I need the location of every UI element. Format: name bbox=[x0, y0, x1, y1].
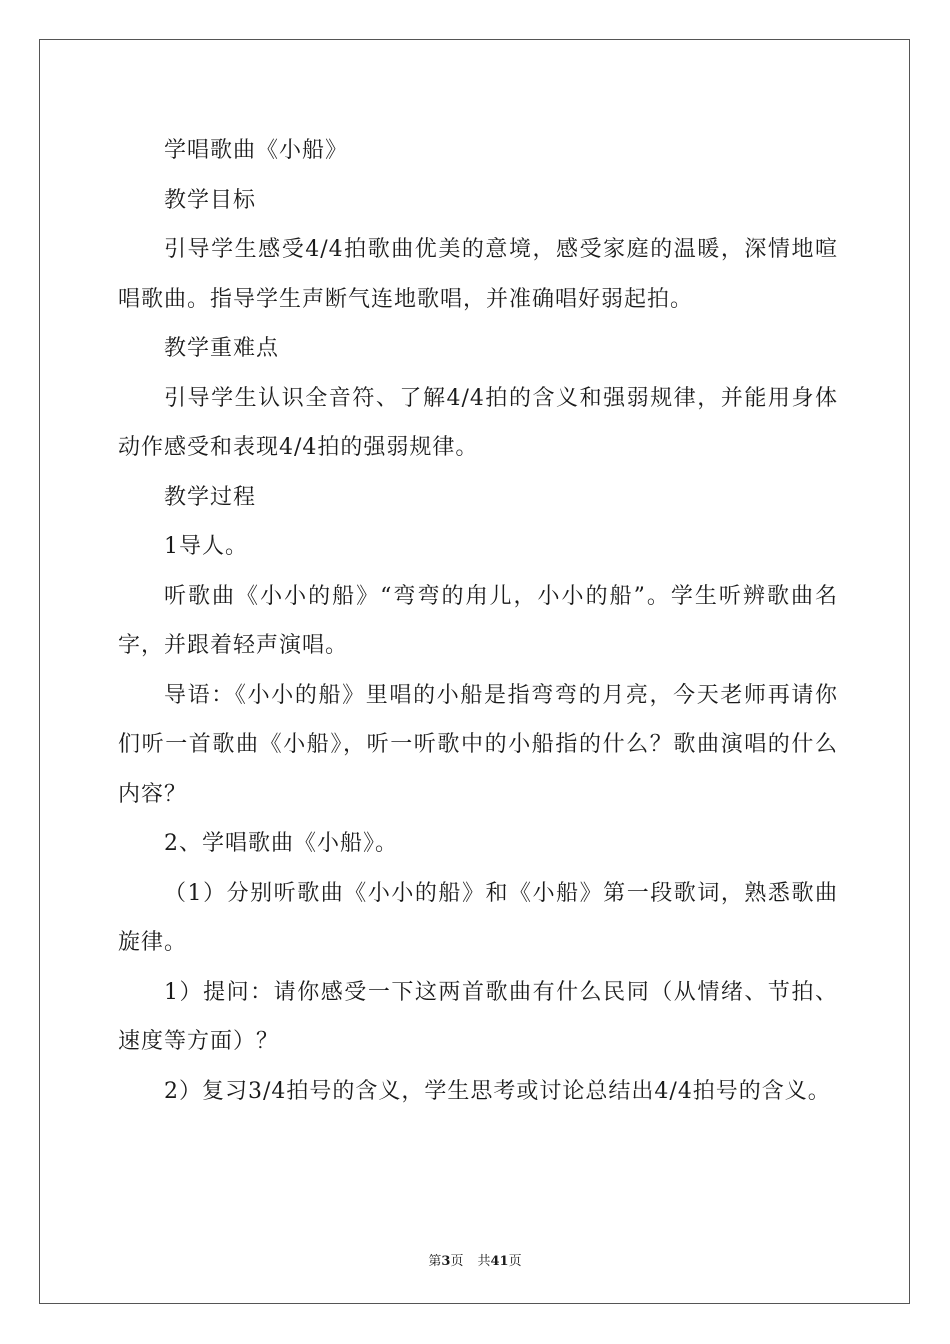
paragraph-question-1: 1）提问：请你感受一下这两首歌曲有什么民同（从情绪、节拍、速度等方面）？ bbox=[118, 979, 838, 1054]
total-suffix: 页 bbox=[508, 1254, 522, 1269]
document-body bbox=[118, 126, 838, 1116]
paragraph-objectives: 引导学生感受4/4拍歌曲优美的意境，感受家庭的温暖，深情地喧唱歌曲。指导学生声断气连地歌唱，并准确唱好弱起拍。 bbox=[118, 237, 838, 312]
total-pages: 41 bbox=[490, 1254, 509, 1269]
section-heading-process: 教学过程 bbox=[164, 484, 257, 510]
page-footer bbox=[0, 1250, 950, 1269]
section-heading-objectives: 教学目标 bbox=[164, 187, 257, 213]
paragraph-listen: 听歌曲《小小的船》“弯弯的甪儿，小小的船”。学生听辨歌曲名字，并跟着轻声演唱。 bbox=[118, 583, 838, 658]
paragraph-step-2: 2、学唱歌曲《小船》。 bbox=[164, 831, 398, 856]
page-suffix: 页 bbox=[450, 1254, 464, 1269]
paragraph-substep-1: （1）分别听歌曲《小小的船》和《小船》第一段歌词，熟悉歌曲旋律。 bbox=[118, 880, 838, 955]
paragraph-intro: 导语：《小小的船》里唱的小船是指弯弯的月亮，今天老师再请你们听一首歌曲《小船》，听一听歌中的小船指的什么？歌曲演唱的什么内容？ bbox=[118, 682, 838, 807]
section-heading-key-points: 教学重难点 bbox=[164, 336, 280, 361]
document-title: 学唱歌曲《小船》 bbox=[164, 138, 349, 163]
total-prefix: 共 bbox=[477, 1254, 491, 1269]
page-prefix: 第 bbox=[428, 1254, 442, 1269]
paragraph-key-points: 引导学生认识全音符、了解4/4拍的含义和强弱规律，并能用身体动作感受和表现4/4拍的强弱规律。 bbox=[118, 385, 838, 460]
paragraph-question-2: 2）复习3/4拍号的含义，学生思考或讨论总结出4/4拍号的含义。 bbox=[164, 1078, 831, 1104]
page-number: 3 bbox=[441, 1254, 451, 1269]
paragraph-step-1: 1导人。 bbox=[164, 534, 248, 559]
